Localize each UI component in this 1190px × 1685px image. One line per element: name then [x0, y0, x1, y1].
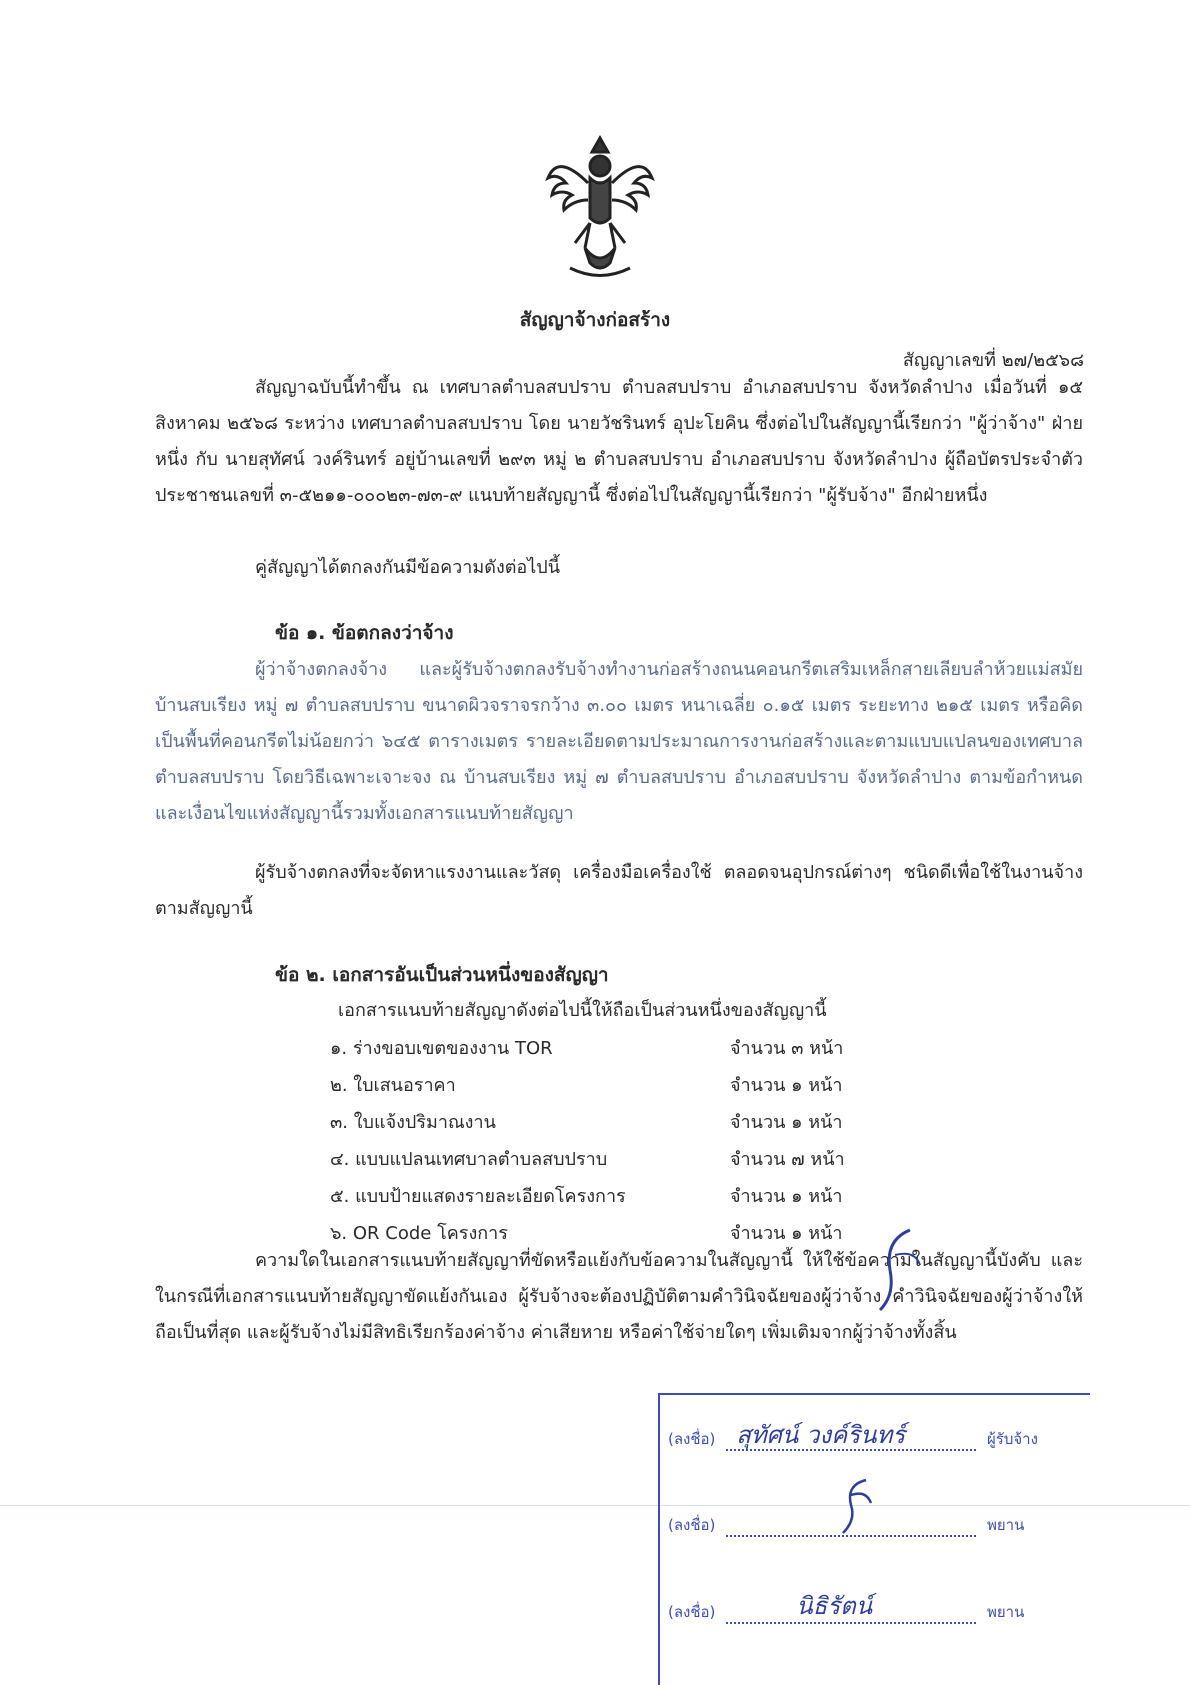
attachment-label: ๖. OR Code โครงการ: [330, 1223, 508, 1244]
initial-mark-icon: [860, 1225, 940, 1315]
contract-number: สัญญาเลขที่ ๒๗/๒๕๖๘: [902, 350, 1084, 371]
list-item: [330, 1104, 890, 1141]
clause1-body: ผู้ว่าจ้างตกลงจ้าง และผู้รับจ้างตกลงรับจ้างทำงานก่อสร้างถนนคอนกรีตเสริมเหล็กสายเลียบลำห้วยแม่สมัย บ้านสบเรียง หมู่ ๗ ตำบลสบปราบ ขนาดผิวจราจรกว้าง ๓.๐๐ เมตร หนาเฉลี่ย ๐.๑๕ เมตร ระยะทาง ๒๑๕ เมตร หรือคิดเป็นพื้นที่คอนกรีตไม่น้อยกว่า ๖๔๕ ตารางเมตร รายละเอียดตามประมาณการงานก่อสร้างและตามแบบแปลนของเทศบาลตำบลสบปราบ โดยวิธีเฉพาะเจาะจง ณ บ้านสบเรียง หมู่ ๗ ตำบลสบปราบ อำเภอสบปราบ จังหวัดลำปาง ตามข้อกำหนดและเงื่อนไขแห่งสัญญานี้รวมทั้งเอกสารแนบท้ายสัญญา: [155, 659, 1083, 824]
clause2-intro: เอกสารแนบท้ายสัญญาดังต่อไปนี้ให้ถือเป็นส่วนหนึ่งของสัญญานี้: [338, 1000, 827, 1021]
clause1-heading: ข้อ ๑. ข้อตกลงว่าจ้าง: [275, 622, 454, 644]
role-contractor: ผู้รับจ้าง: [986, 1430, 1038, 1448]
list-item: [330, 1067, 890, 1104]
attachment-label: ๑. ร่างขอบเขตของงาน TOR: [330, 1038, 553, 1059]
attachment-count: จำนวน ๗ หน้า: [730, 1149, 845, 1170]
signature-line-contractor: [668, 1421, 1078, 1451]
attachment-label: ๓. ใบแจ้งปริมาณงาน: [330, 1112, 496, 1133]
signature-contractor: [726, 1421, 976, 1451]
document-title: สัญญาจ้างก่อสร้าง: [519, 309, 671, 331]
sign-label: (ลงชื่อ): [668, 1603, 716, 1621]
signature-stamp: [658, 1393, 1090, 1685]
signature-witness-1: [726, 1515, 976, 1537]
garuda-emblem-icon: [540, 128, 660, 288]
signature-contractor-image: สุทัศน์ วงค์รินทร์: [736, 1421, 906, 1449]
list-item: [330, 1030, 890, 1067]
signature-line-witness-1: [668, 1513, 1078, 1537]
attachment-count: จำนวน ๑ หน้า: [730, 1223, 843, 1244]
role-witness: พยาน: [986, 1603, 1025, 1621]
signature-witness-2-image: นิธิรัตน์: [796, 1592, 873, 1620]
signature-witness-1-image: [836, 1475, 886, 1535]
attachment-count: จำนวน ๑ หน้า: [730, 1186, 843, 1207]
role-witness: พยาน: [986, 1516, 1025, 1534]
attachment-label: ๕. แบบป้ายแสดงรายละเอียดโครงการ: [330, 1186, 626, 1207]
list-item: [330, 1141, 890, 1178]
list-item: [330, 1178, 890, 1215]
clause2-body: ความใดในเอกสารแนบท้ายสัญญาที่ขัดหรือแย้งกับข้อความในสัญญานี้ ให้ใช้ข้อความในสัญญานี้บังคับ และในกรณีที่เอกสารแนบท้ายสัญญาขัดแย้งกันเอง ผู้รับจ้างจะต้องปฏิบัติตามคำวินิจฉัยของผู้ว่าจ้าง คำวินิจฉัยของผู้ว่าจ้างให้ถือเป็นที่สุด และผู้รับจ้างไม่มีสิทธิเรียกร้องค่าจ้าง ค่าเสียหาย หรือค่าใช้จ่ายใดๆ เพิ่มเติมจากผู้ว่าจ้างทั้งสิ้น: [155, 1250, 1083, 1343]
attachment-count: จำนวน ๓ หน้า: [730, 1038, 844, 1059]
signature-line-witness-2: [668, 1592, 1078, 1624]
clause1-body2: ผู้รับจ้างตกลงที่จะจัดหาแรงงานและวัสดุ เครื่องมือเครื่องใช้ ตลอดจนอุปกรณ์ต่างๆ ชนิดดีเพื่อใช้ในงานจ้างตามสัญญานี้: [155, 862, 1083, 919]
intro-paragraph: สัญญาฉบับนี้ทำขึ้น ณ เทศบาลตำบลสบปราบ ตำบลสบปราบ อำเภอสบปราบ จังหวัดลำปาง เมื่อวันที่ ๑๕ สิงหาคม ๒๕๖๘ ระหว่าง เทศบาลตำบลสบปราบ โดย นายวัชรินทร์ อุปะโยคิน ซึ่งต่อไปในสัญญานี้เรียกว่า "ผู้ว่าจ้าง" ฝ่ายหนึ่ง กับ นายสุทัศน์ วงค์รินทร์ อยู่บ้านเลขที่ ๒๙๓ หมู่ ๒ ตำบลสบปราบ อำเภอสบปราบ จังหวัดลำปาง ผู้ถือบัตรประจำตัวประชาชนเลขที่ ๓-๕๒๑๑-๐๐๐๒๓-๗๓-๙ แนบท้ายสัญญานี้ ซึ่งต่อไปในสัญญานี้เรียกว่า "ผู้รับจ้าง" อีกฝ่ายหนึ่ง: [155, 377, 1083, 506]
attachment-count: จำนวน ๑ หน้า: [730, 1075, 843, 1096]
attachment-label: ๒. ใบเสนอราคา: [330, 1075, 456, 1096]
attachment-label: ๔. แบบแปลนเทศบาลตำบลสบปราบ: [330, 1149, 608, 1170]
attachment-count: จำนวน ๑ หน้า: [730, 1112, 843, 1133]
sign-label: (ลงชื่อ): [668, 1430, 716, 1448]
signature-witness-2: [726, 1592, 976, 1624]
attachment-list: [330, 1030, 890, 1252]
sign-label: (ลงชื่อ): [668, 1516, 716, 1534]
agreement-line: คู่สัญญาได้ตกลงกันมีข้อความดังต่อไปนี้: [255, 557, 561, 578]
clause2-heading: ข้อ ๒. เอกสารอันเป็นส่วนหนึ่งของสัญญา: [275, 964, 609, 986]
